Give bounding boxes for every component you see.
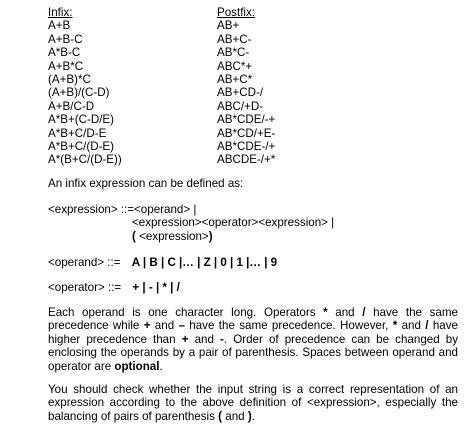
para1-text-4: and — [150, 319, 179, 333]
table-row — [48, 86, 348, 99]
table-row — [48, 60, 348, 73]
table-row — [48, 153, 348, 166]
para1-bold-6: / — [425, 319, 429, 333]
operand-values: A | B | C |… | Z | 0 | 1 |… | 9 — [131, 256, 278, 269]
expression-definition — [48, 203, 458, 243]
para1-text-6: and — [397, 319, 426, 333]
table-row — [48, 19, 348, 32]
operand-label: <operand> ::= — [48, 256, 121, 269]
expression-line-1: <expression> ::=<operand> | — [48, 203, 197, 216]
para1-text-8: and — [188, 332, 221, 346]
para2-text-1: You should check whether the input string is a correct representation of an expression according to the above definition of <expression>, especially the balancing of pairs of parenthesis — [48, 383, 458, 423]
table-row — [48, 46, 348, 59]
postfix-header: Postfix: — [217, 6, 256, 19]
para1-bold-5: * — [392, 319, 398, 333]
para2-bold-1: ( — [218, 409, 226, 423]
infix-cell: A+B-C — [48, 32, 83, 46]
postfix-cell: AB+C* — [217, 72, 253, 86]
table-row — [48, 33, 348, 46]
table-header-row — [48, 6, 348, 19]
table-row — [48, 140, 348, 153]
infix-cell: A+B — [48, 19, 71, 33]
infix-cell: A*B-C — [48, 46, 81, 60]
operator-definition — [48, 281, 458, 294]
postfix-cell: AB*CDE/-+ — [217, 113, 276, 127]
postfix-cell: AB+CD-/ — [217, 86, 264, 100]
intro-text: An infix expression can be defined as: — [48, 177, 244, 190]
open-paren: ( — [132, 229, 136, 243]
operand-definition — [48, 256, 458, 269]
para2-text-2: and — [225, 409, 245, 423]
precedence-paragraph — [48, 306, 458, 373]
postfix-cell: AB+C- — [217, 32, 252, 46]
postfix-cell: AB+ — [217, 19, 240, 33]
postfix-cell: ABC/+D- — [217, 99, 264, 113]
postfix-cell: AB*CD/+E- — [217, 126, 276, 140]
infix-cell: (A+B)*C — [48, 72, 91, 86]
para1-text-9: . Order of precedence can be changed by enclosing the operands by a pair of parenthesis. Spaces between operand and operator are — [48, 332, 459, 373]
postfix-cell: AB*CDE-/+ — [217, 139, 276, 153]
table-row — [48, 73, 348, 86]
infix-cell: A+B*C — [48, 59, 84, 73]
table-body — [48, 19, 348, 166]
para1-bold-1: * — [323, 306, 328, 319]
para1-bold-2: / — [362, 306, 366, 319]
para1-text-3: have the same precedence while — [48, 306, 458, 333]
postfix-cell: ABCDE-/+* — [217, 153, 276, 167]
infix-cell: A*B+(C-D/E) — [48, 113, 115, 127]
table-row — [48, 127, 348, 140]
para1-bold-4: – — [178, 319, 185, 333]
infix-cell: A*(B+C/(D-E)) — [48, 153, 122, 167]
para2-bold-2: ) — [244, 409, 252, 423]
para1-bold-8: - — [220, 332, 224, 346]
para1-text-5: have the same precedence. However, — [184, 319, 393, 333]
para1-bold-9: optional — [114, 359, 160, 373]
table-row — [48, 100, 348, 113]
infix-postfix-table — [48, 6, 348, 167]
infix-cell: A*B+C/D-E — [48, 126, 107, 140]
postfix-cell: ABC*+ — [217, 59, 253, 73]
infix-cell: A*B+C/(D-E) — [48, 139, 115, 153]
operator-values: + | - | * | / — [132, 281, 180, 294]
para1-text-10: . — [159, 359, 163, 373]
para1-bold-7: + — [181, 332, 189, 346]
postfix-cell: AB*C- — [217, 46, 250, 60]
infix-cell: (A+B)/(C-D) — [48, 86, 110, 100]
para1-text-7: have higher precedence than — [48, 319, 458, 346]
expression-line-3 — [48, 230, 458, 243]
para2-text-3: . — [251, 409, 255, 423]
infix-cell: A+B/C-D — [48, 99, 95, 113]
infix-header: Infix: — [48, 6, 73, 19]
validation-paragraph — [48, 383, 458, 423]
expression-line-2: <expression><operator><expression> | — [132, 216, 335, 230]
para1-text-2: and — [327, 306, 363, 319]
close-paren: ) — [208, 229, 213, 243]
para1-text-1: Each operand is one character long. Operators — [48, 306, 324, 319]
operator-label: <operator> ::= — [48, 281, 122, 294]
para1-bold-3: + — [143, 319, 151, 333]
expression-token: <expression> — [135, 229, 209, 243]
table-row — [48, 113, 348, 126]
